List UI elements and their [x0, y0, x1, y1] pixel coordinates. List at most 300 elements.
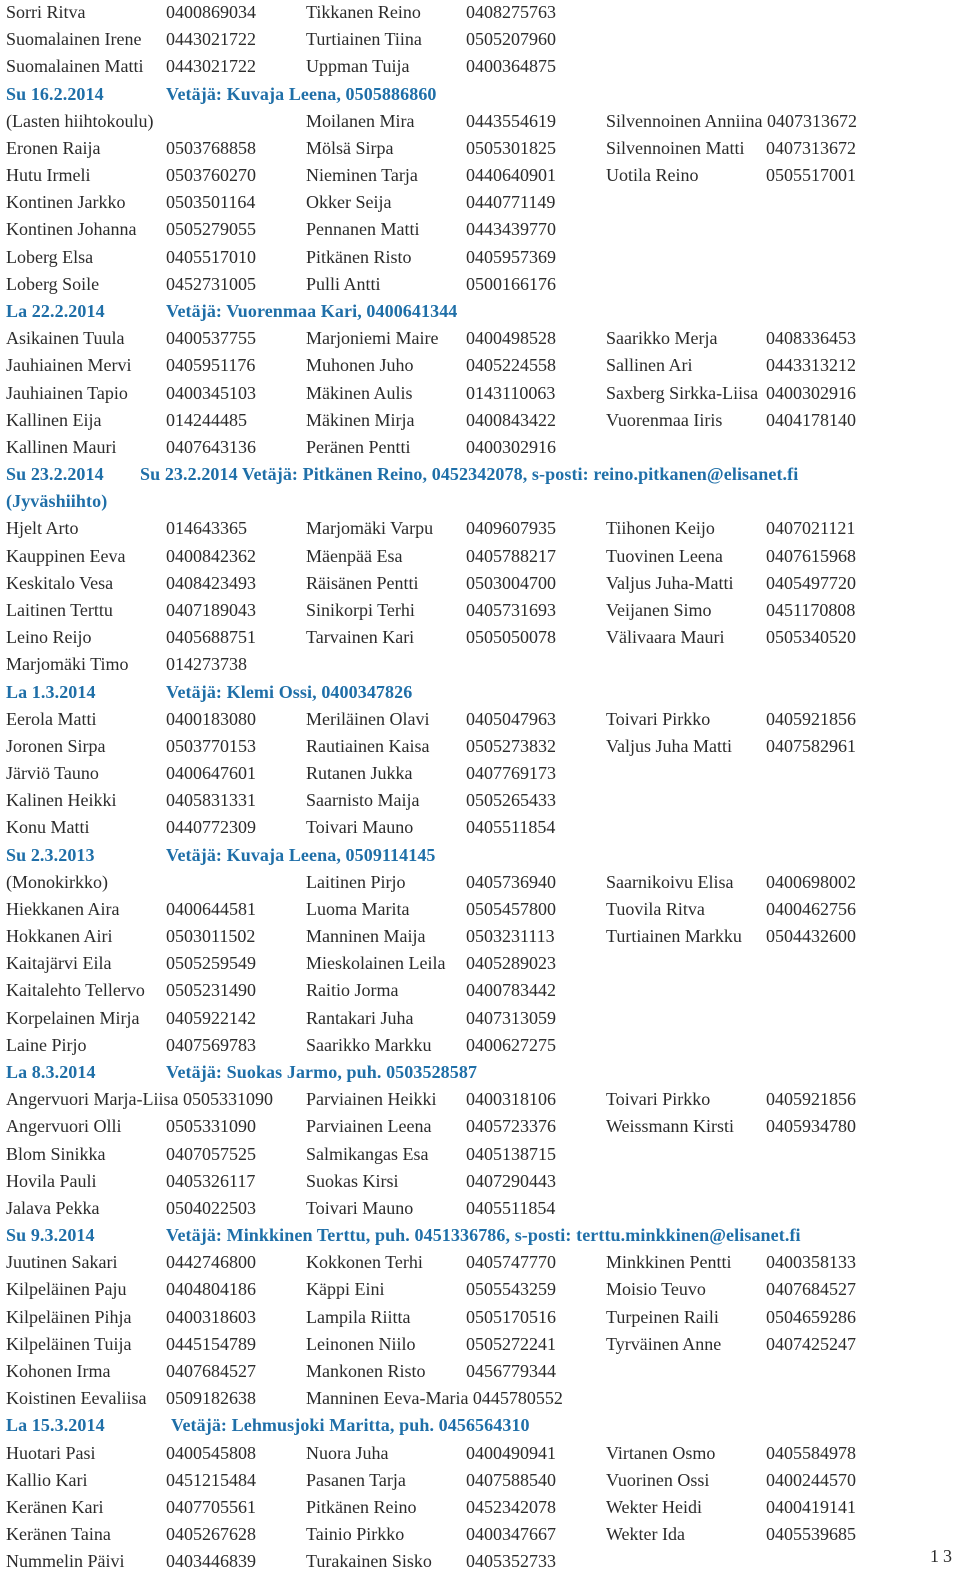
name-1: Kauppinen Eeva	[6, 545, 126, 566]
section-header	[0, 299, 960, 326]
section-header	[0, 1223, 960, 1250]
name-1: Korpelainen Mirja	[6, 1007, 140, 1028]
name-2: Moilanen Mira	[306, 110, 415, 131]
participant-row	[0, 1250, 960, 1277]
section-header	[0, 843, 960, 870]
name-1: Eronen Raija	[6, 137, 101, 158]
phone-2: 0456779344	[466, 1361, 556, 1381]
section-date: Su 2.3.2013	[6, 844, 95, 865]
phone-2: 0505050078	[466, 627, 556, 648]
phone-3: 0400462756	[766, 898, 856, 919]
name-2: Marjomäki Varpu	[306, 518, 434, 539]
name-3: Sallinen Ari	[606, 355, 693, 376]
section-header	[0, 489, 960, 516]
phone-2: 0405511854	[466, 817, 556, 838]
phone-1: 0400842362	[166, 545, 256, 566]
name-3: Tuovila Ritva	[606, 898, 705, 919]
participant-row	[0, 54, 960, 81]
name-1: Konu Matti	[6, 817, 90, 838]
phone-3: 0400358133	[766, 1252, 856, 1273]
name-3: Moisio Teuvo	[606, 1279, 706, 1300]
phone-1: 0404804186	[166, 1279, 256, 1300]
name-2: Mäenpää Esa	[306, 545, 403, 566]
name-1: Suomalainen Irene	[6, 29, 142, 50]
section-header	[0, 82, 960, 109]
participant-row	[0, 272, 960, 299]
phone-2: 0405138715	[466, 1143, 556, 1164]
participant-row	[0, 1305, 960, 1332]
section-leader: Vetäjä: Lehmusjoki Maritta, puh. 0456564310	[171, 1415, 530, 1436]
phone-2: 0400490941	[466, 1442, 556, 1463]
phone-2: 0405224558	[466, 355, 556, 376]
name-1: Kallinen Eija	[6, 409, 102, 430]
phone-3: 0405921856	[766, 1089, 856, 1110]
name-2: Tarvainen Kari	[306, 627, 415, 648]
name-2: Manninen Eeva-Maria 0445780552	[306, 1388, 563, 1409]
phone-2: 0505272241	[466, 1333, 556, 1354]
name-2: Rantakari Juha	[306, 1007, 414, 1028]
phone-1: 0400545808	[166, 1442, 256, 1463]
name-2: Tikkanen Reino	[306, 2, 421, 22]
phone-3: 0451170808	[766, 599, 856, 620]
name-2: Mieskolainen Leila	[306, 953, 446, 974]
name-3: Silvennoinen Matti	[606, 137, 745, 158]
phone-2: 0408275763	[466, 2, 556, 22]
name-3: Saarikko Merja	[606, 328, 718, 349]
participant-row	[0, 897, 960, 924]
participant-row	[0, 109, 960, 136]
phone-2: 0400498528	[466, 328, 556, 349]
name-1: Kontinen Johanna	[6, 219, 137, 240]
section-date: La 8.3.2014	[6, 1062, 96, 1083]
name-3: Tyrväinen Anne	[606, 1333, 722, 1354]
phone-2: 0503004700	[466, 572, 556, 593]
section-header	[0, 462, 960, 489]
phone-1: 0505259549	[166, 953, 256, 974]
name-3: Vuorenmaa Iiris	[606, 409, 723, 430]
page-number: 13	[930, 1546, 956, 1566]
name-2: Räisänen Pentti	[306, 572, 419, 593]
name-2: Pennanen Matti	[306, 219, 420, 240]
phone-2: 0405511854	[466, 1197, 556, 1218]
name-3: Valjus Juha Matti	[606, 735, 732, 756]
name-2: Parviainen Heikki	[306, 1089, 437, 1110]
phone-3: 0407021121	[766, 518, 856, 539]
phone-1: 014643365	[166, 518, 247, 539]
participant-row	[0, 544, 960, 571]
participant-row	[0, 1114, 960, 1141]
name-2: Pulli Antti	[306, 273, 381, 294]
phone-1: 0405688751	[166, 627, 256, 648]
participant-row	[0, 1087, 960, 1114]
name-2: Sinikorpi Terhi	[306, 599, 415, 620]
participant-row	[0, 163, 960, 190]
phone-2: 0505265433	[466, 790, 556, 811]
phone-3: 0504432600	[766, 926, 856, 947]
participant-row	[0, 1549, 960, 1576]
phone-2: 0405957369	[466, 246, 556, 267]
phone-2: 0405736940	[466, 871, 556, 892]
phone-1: 0400537755	[166, 328, 256, 349]
phone-1: 0407569783	[166, 1034, 256, 1055]
name-2: Saarnisto Maija	[306, 790, 420, 811]
name-1: Kilpeläinen Pihja	[6, 1306, 132, 1327]
phone-1: 014244485	[166, 409, 247, 430]
name-2: Turakainen Sisko	[306, 1551, 432, 1572]
name-3: Tuovinen Leena	[606, 545, 723, 566]
name-2: Pasanen Tarja	[306, 1469, 406, 1490]
participant-row	[0, 1468, 960, 1495]
phone-1: 0405517010	[166, 246, 256, 267]
name-1: Suomalainen Matti	[6, 56, 144, 77]
phone-3: 0400244570	[766, 1469, 856, 1490]
phone-3: 0504659286	[766, 1306, 856, 1327]
phone-2: 0407313059	[466, 1007, 556, 1028]
name-2: Okker Seija	[306, 192, 392, 213]
phone-2: 0505170516	[466, 1306, 556, 1327]
name-1: Keränen Taina	[6, 1524, 111, 1545]
phone-2: 0443439770	[466, 219, 556, 240]
section-header	[0, 1413, 960, 1440]
phone-3: 0405497720	[766, 572, 856, 593]
name-1: Nummelin Päivi	[6, 1551, 125, 1572]
phone-3: 0443313212	[766, 355, 856, 376]
name-2: Tainio Pirkko	[306, 1524, 405, 1545]
name-1: Hokkanen Airi	[6, 926, 113, 947]
phone-2: 0400347667	[466, 1524, 556, 1545]
phone-3: 0407684527	[766, 1279, 856, 1300]
name-2: Meriläinen Olavi	[306, 708, 430, 729]
participant-row	[0, 1359, 960, 1386]
participant-row	[0, 870, 960, 897]
participant-row	[0, 516, 960, 543]
phone-2: 0405289023	[466, 953, 556, 974]
phone-1: 0407189043	[166, 599, 256, 620]
name-1: Järviö Tauno	[6, 763, 99, 784]
phone-1: 0509182638	[166, 1388, 256, 1409]
phone-1: 0407643136	[166, 436, 256, 457]
phone-1: 0407705561	[166, 1496, 256, 1517]
name-1: Keränen Kari	[6, 1496, 104, 1517]
participant-row	[0, 353, 960, 380]
name-1: Joronen Sirpa	[6, 735, 106, 756]
name-1: Laine Pirjo	[6, 1034, 87, 1055]
name-3: Weissmann Kirsti	[606, 1116, 735, 1137]
name-3: Valjus Juha-Matti	[606, 572, 734, 593]
name-2: Pitkänen Reino	[306, 1496, 417, 1517]
name-1: Hutu Irmeli	[6, 165, 91, 186]
participant-row	[0, 136, 960, 163]
name-1: Loberg Elsa	[6, 246, 94, 267]
participant-row	[0, 217, 960, 244]
name-3: Turpeinen Raili	[606, 1306, 719, 1327]
name-1: Kontinen Jarkko	[6, 192, 126, 213]
name-1: Kalinen Heikki	[6, 790, 117, 811]
phone-3: 0400698002	[766, 871, 856, 892]
participant-row	[0, 27, 960, 54]
name-1: Sorri Ritva	[6, 2, 86, 22]
name-1: Jauhiainen Tapio	[6, 382, 128, 403]
name-1: Koistinen Eevaliisa	[6, 1388, 147, 1409]
name-2: Mäkinen Aulis	[306, 382, 413, 403]
name-2: Manninen Maija	[306, 926, 426, 947]
name-1: Hjelt Arto	[6, 518, 79, 539]
phone-1: 0503770153	[166, 735, 256, 756]
phone-3: 0404178140	[766, 409, 856, 430]
name-2: Mölsä Sirpa	[306, 137, 394, 158]
phone-2: 0443554619	[466, 110, 556, 131]
participant-row	[0, 1006, 960, 1033]
name-1: Huotari Pasi	[6, 1442, 96, 1463]
phone-2: 0405788217	[466, 545, 556, 566]
name-2: Nieminen Tarja	[306, 165, 418, 186]
phone-2: 0440771149	[466, 192, 556, 213]
participant-row	[0, 1522, 960, 1549]
participant-row	[0, 924, 960, 951]
name-2: Rutanen Jukka	[306, 763, 413, 784]
participant-row	[0, 951, 960, 978]
phone-1: 0405951176	[166, 355, 256, 376]
participant-row	[0, 1495, 960, 1522]
name-1: Angervuori Olli	[6, 1116, 122, 1137]
phone-1: 0503501164	[166, 192, 256, 213]
phone-1: 0505279055	[166, 219, 256, 240]
phone-3: 0407582961	[766, 735, 856, 756]
phone-2: 0500166176	[466, 273, 556, 294]
phone-1: 0503768858	[166, 137, 256, 158]
name-2: Uppman Tuija	[306, 56, 410, 77]
phone-2: 0505457800	[466, 898, 556, 919]
section-header	[0, 680, 960, 707]
participant-row	[0, 788, 960, 815]
participant-row	[0, 381, 960, 408]
section-date: La 22.2.2014	[6, 300, 105, 321]
name-1: Eerola Matti	[6, 708, 97, 729]
phone-2: 0400318106	[466, 1089, 556, 1110]
phone-3: 0405584978	[766, 1442, 856, 1463]
phone-3: 0505517001	[766, 165, 856, 186]
section-leader: Vetäjä: Minkkinen Terttu, puh. 0451336786, s-posti: terttu.minkkinen@elisanet.fi	[166, 1225, 801, 1246]
name-3: Vuorinen Ossi	[606, 1469, 710, 1490]
name-2: Leinonen Niilo	[306, 1333, 416, 1354]
participant-row	[0, 190, 960, 217]
name-1: Kilpeläinen Tuija	[6, 1333, 132, 1354]
section-date: (Jyväshiihto)	[6, 491, 108, 512]
phone-2: 0400783442	[466, 980, 556, 1001]
phone-1: 014273738	[166, 654, 247, 675]
name-3: Tiihonen Keijo	[606, 518, 715, 539]
phone-1: 0407057525	[166, 1143, 256, 1164]
phone-1: 0400644581	[166, 898, 256, 919]
name-3: Wekter Heidi	[606, 1496, 703, 1517]
section-header	[0, 1060, 960, 1087]
phone-1: 0400647601	[166, 763, 256, 784]
phone-2: 0400302916	[466, 436, 556, 457]
participant-row	[0, 1169, 960, 1196]
name-1: Marjomäki Timo	[6, 654, 129, 675]
name-2: Toivari Mauno	[306, 1197, 414, 1218]
phone-1: 0443021722	[166, 56, 256, 77]
name-1: (Lasten hiihtokoulu)	[6, 110, 154, 131]
participant-row	[0, 652, 960, 679]
participant-row	[0, 815, 960, 842]
name-1: Angervuori Marja-Liisa 0505331090	[6, 1089, 273, 1110]
phone-3: 0408336453	[766, 328, 856, 349]
participant-row	[0, 761, 960, 788]
name-2: Salmikangas Esa	[306, 1143, 429, 1164]
participant-row	[0, 598, 960, 625]
phone-3: 0407615968	[766, 545, 856, 566]
name-2: Suokas Kirsi	[306, 1170, 399, 1191]
phone-1: 0405326117	[166, 1170, 256, 1191]
phone-2: 0440640901	[466, 165, 556, 186]
participant-row	[0, 1332, 960, 1359]
phone-3: 0400302916	[766, 382, 856, 403]
phone-1: 0405831331	[166, 790, 256, 811]
phone-2: 0405047963	[466, 708, 556, 729]
phone-3: 0505340520	[766, 627, 856, 648]
phone-2: 0407588540	[466, 1469, 556, 1490]
phone-1: 0400318603	[166, 1306, 256, 1327]
participant-row	[0, 1033, 960, 1060]
phone-2: 0405723376	[466, 1116, 556, 1137]
name-2: Nuora Juha	[306, 1442, 389, 1463]
phone-2: 0503231113	[466, 926, 555, 947]
name-3: Virtanen Osmo	[606, 1442, 716, 1463]
name-2: Kokkonen Terhi	[306, 1252, 423, 1273]
name-1: Laitinen Terttu	[6, 599, 113, 620]
phone-2: 0452342078	[466, 1496, 556, 1517]
name-1: Kaitajärvi Eila	[6, 953, 112, 974]
phone-1: 0403446839	[166, 1551, 256, 1572]
name-3: Silvennoinen Anniina 0407313672	[606, 110, 857, 131]
phone-1: 0445154789	[166, 1333, 256, 1354]
name-1: (Monokirkko)	[6, 871, 108, 892]
section-date: Su 16.2.2014	[6, 83, 104, 104]
phone-2: 0405747770	[466, 1252, 556, 1273]
section-leader: Vetäjä: Suokas Jarmo, puh. 0503528587	[166, 1062, 478, 1083]
name-2: Raitio Jorma	[306, 980, 399, 1001]
phone-2: 0505301825	[466, 137, 556, 158]
name-3: Uotila Reino	[606, 165, 699, 186]
name-2: Käppi Eini	[306, 1279, 385, 1300]
name-2: Pitkänen Risto	[306, 246, 412, 267]
section-leader: Vetäjä: Kuvaja Leena, 0509114145	[166, 844, 436, 865]
name-2: Laitinen Pirjo	[306, 871, 406, 892]
name-2: Parviainen Leena	[306, 1116, 432, 1137]
section-leader: Vetäjä: Vuorenmaa Kari, 0400641344	[166, 300, 458, 321]
participant-row	[0, 435, 960, 462]
section-date: La 15.3.2014	[6, 1415, 105, 1436]
name-3: Toivari Pirkko	[606, 708, 711, 729]
name-2: Luoma Marita	[306, 898, 410, 919]
section-date: La 1.3.2014	[6, 681, 96, 702]
name-3: Toivari Pirkko	[606, 1089, 711, 1110]
phone-1: 0503760270	[166, 165, 256, 186]
phone-1: 0505331090	[166, 1116, 256, 1137]
name-1: Kilpeläinen Paju	[6, 1279, 127, 1300]
name-2: Rautiainen Kaisa	[306, 735, 430, 756]
phone-1: 0405922142	[166, 1007, 256, 1028]
name-2: Mäkinen Mirja	[306, 409, 415, 430]
name-1: Kohonen Irma	[6, 1361, 111, 1381]
participant-row	[0, 326, 960, 353]
phone-1: 0443021722	[166, 29, 256, 50]
name-1: Hovila Pauli	[6, 1170, 97, 1191]
phone-2: 0407290443	[466, 1170, 556, 1191]
name-3: Välivaara Mauri	[606, 627, 725, 648]
name-1: Hiekkanen Aira	[6, 898, 120, 919]
name-1: Kallinen Mauri	[6, 436, 117, 457]
phone-3: 0405539685	[766, 1524, 856, 1545]
name-1: Blom Sinikka	[6, 1143, 106, 1164]
name-2: Toivari Mauno	[306, 817, 414, 838]
name-1: Jalava Pekka	[6, 1197, 100, 1218]
participant-row	[0, 978, 960, 1005]
participant-row	[0, 408, 960, 435]
name-2: Peränen Pentti	[306, 436, 411, 457]
phone-2: 0505207960	[466, 29, 556, 50]
participant-row	[0, 1441, 960, 1468]
participant-row	[0, 1386, 960, 1413]
phone-2: 0405352733	[466, 1551, 556, 1572]
phone-2: 0505273832	[466, 735, 556, 756]
phone-2: 0407769173	[466, 763, 556, 784]
phone-1: 0452731005	[166, 273, 256, 294]
phone-2: 0409607935	[466, 518, 556, 539]
name-2: Muhonen Juho	[306, 355, 414, 376]
name-1: Loberg Soile	[6, 273, 100, 294]
phone-3: 0405921856	[766, 708, 856, 729]
participant-row	[0, 571, 960, 598]
participant-row	[0, 0, 960, 27]
phone-2: 0400364875	[466, 56, 556, 77]
participant-row	[0, 707, 960, 734]
section-date: Su 9.3.2014	[6, 1225, 95, 1246]
name-2: Marjoniemi Maire	[306, 328, 439, 349]
name-1: Asikainen Tuula	[6, 328, 125, 349]
participant-row	[0, 245, 960, 272]
section-leader: Vetäjä: Kuvaja Leena, 0505886860	[166, 83, 437, 104]
name-3: Saarnikoivu Elisa	[606, 871, 734, 892]
name-1: Keskitalo Vesa	[6, 572, 114, 593]
phone-3: 0407425247	[766, 1333, 856, 1354]
participant-row	[0, 734, 960, 761]
name-1: Leino Reijo	[6, 627, 92, 648]
name-3: Minkkinen Pentti	[606, 1252, 732, 1273]
participant-row	[0, 1196, 960, 1223]
name-2: Saarikko Markku	[306, 1034, 432, 1055]
name-3: Wekter Ida	[606, 1524, 686, 1545]
section-leader: Vetäjä: Klemi Ossi, 0400347826	[166, 681, 413, 702]
name-1: Jauhiainen Mervi	[6, 355, 132, 376]
name-3: Turtiainen Markku	[606, 926, 742, 947]
phone-2: 0143110063	[466, 382, 556, 403]
phone-1: 0408423493	[166, 572, 256, 593]
phone-3: 0405934780	[766, 1116, 856, 1137]
phone-1: 0442746800	[166, 1252, 256, 1273]
phone-1: 0505231490	[166, 980, 256, 1001]
participant-row	[0, 1277, 960, 1304]
name-3: Veijanen Simo	[606, 599, 712, 620]
phone-2: 0400627275	[466, 1034, 556, 1055]
phone-1: 0405267628	[166, 1524, 256, 1545]
name-2: Lampila Riitta	[306, 1306, 411, 1327]
phone-1: 0503011502	[166, 926, 256, 947]
phone-1: 0400183080	[166, 708, 256, 729]
name-1: Kaitalehto Tellervo	[6, 980, 145, 1001]
name-2: Turtiainen Tiina	[306, 29, 422, 50]
